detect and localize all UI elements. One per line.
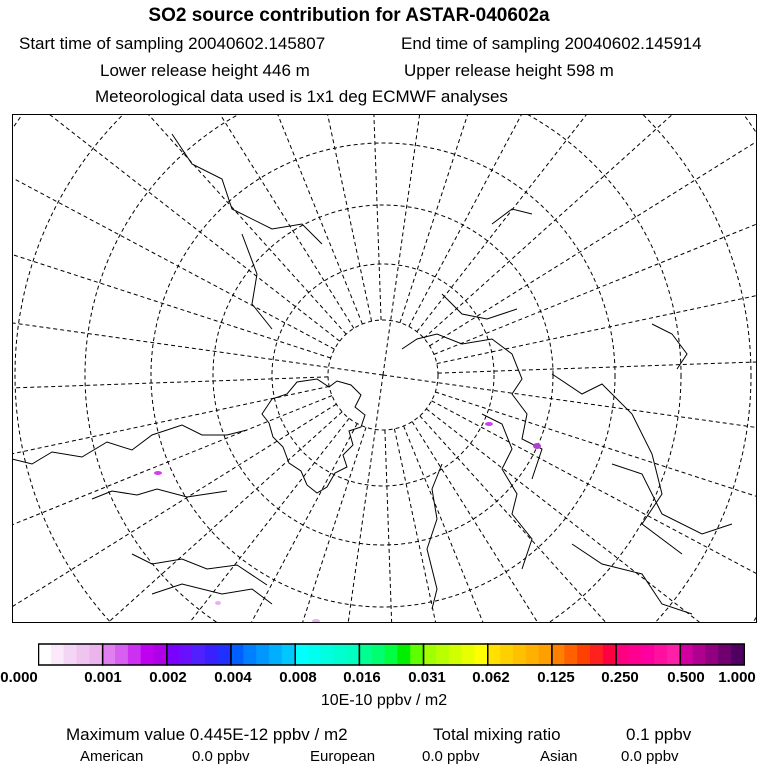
total-mixing-label: Total mixing ratio <box>433 725 561 744</box>
meridian-line <box>383 114 420 375</box>
region-asian-value: 0.0 ppbv <box>621 748 679 765</box>
coastline-greenland <box>262 379 365 493</box>
meridian-line <box>417 114 587 332</box>
colorbar-swatch <box>436 644 449 665</box>
meridian-line <box>374 114 381 320</box>
region-european-name: European <box>310 748 376 765</box>
meridian-line <box>409 114 522 326</box>
meridian-line <box>220 114 354 328</box>
colorbar-swatch <box>449 644 462 665</box>
colorbar-tick-label: 0.008 <box>279 669 317 686</box>
colorbar-swatch <box>192 644 205 665</box>
meridian-line <box>302 427 366 623</box>
colorbar-swatch <box>102 644 115 665</box>
region-american-value: 0.0 ppbv <box>192 748 250 765</box>
upper-release-label: Upper release height 598 m <box>404 61 614 80</box>
lower-release-label: Lower release height 446 m <box>100 61 310 80</box>
colorbar-swatch <box>667 644 680 665</box>
colorbar-unit: 10E-10 ppbv / m2 <box>320 692 448 709</box>
graticule <box>12 114 757 623</box>
meridian-line <box>438 362 757 373</box>
colorbar-swatch <box>654 644 667 665</box>
plume-spots <box>154 422 541 623</box>
coastline-scandinavia <box>427 414 532 609</box>
colorbar-swatch <box>718 644 731 665</box>
colorbar-swatch <box>551 644 564 665</box>
plume-spot <box>485 422 493 426</box>
map-frame <box>13 115 757 623</box>
meridian-line <box>400 114 468 323</box>
meridian-line <box>385 430 392 623</box>
colorbar-swatch <box>166 644 179 665</box>
colorbar-tick-label: 0.002 <box>149 669 187 686</box>
colorbar-swatch <box>705 644 718 665</box>
colorbar-swatch <box>346 644 359 665</box>
meridian-line <box>420 416 606 623</box>
colorbar-swatch <box>526 644 539 665</box>
meridian-line <box>348 375 383 623</box>
colorbar-swatch <box>385 644 398 665</box>
colorbar-swatch <box>641 644 654 665</box>
met-data-label: Meteorological data used is 1x1 deg ECMWF analyses <box>95 87 508 106</box>
colorbar-swatch <box>51 644 64 665</box>
colorbar-swatch <box>89 644 102 665</box>
plume-spot <box>533 443 541 449</box>
meridian-line <box>426 409 700 623</box>
title-text: SO2 source contribution for ASTAR-040602a <box>148 5 550 26</box>
colorbar-swatch <box>423 644 436 665</box>
meridian-line <box>432 401 757 574</box>
colorbar-swatch <box>295 644 308 665</box>
latitude-circle <box>14 117 756 621</box>
max-value-label: Maximum value 0.445E-12 ppbv / m2 <box>66 725 348 744</box>
coastlines <box>12 134 732 614</box>
meridian-line <box>12 323 383 375</box>
plume-spot <box>215 601 221 605</box>
meridian-line <box>434 224 757 355</box>
colorbar-swatch <box>308 644 321 665</box>
meridian-line <box>12 404 336 607</box>
colorbar-swatch <box>513 644 526 665</box>
start-time-label: Start time of sampling 20040602.145807 <box>19 34 326 53</box>
colorbar-swatch <box>77 644 90 665</box>
meridian-line <box>435 392 757 497</box>
coastline-canada <box>12 425 272 604</box>
meridian-line <box>12 377 328 388</box>
colorbar-swatch <box>243 644 256 665</box>
region-asian-name: Asian <box>540 748 578 765</box>
region-american-name: American <box>80 748 144 765</box>
end-time-label: End time of sampling 20040602.145914 <box>401 34 702 53</box>
colorbar-tick-label: 0.500 <box>667 669 705 686</box>
colorbar-swatch <box>487 644 500 665</box>
colorbar-swatch <box>603 644 616 665</box>
colorbar-swatch <box>693 644 706 665</box>
colorbar-swatch <box>128 644 141 665</box>
colorbar-swatch <box>218 644 231 665</box>
meridian-line <box>404 426 484 623</box>
meridian-line <box>12 254 331 358</box>
colorbar-swatch <box>333 644 346 665</box>
colorbar-swatch <box>539 644 552 665</box>
colorbar-tick-label: 0.016 <box>343 669 381 686</box>
colorbar-swatch <box>590 644 603 665</box>
colorbar-tick-label: 0.250 <box>601 669 639 686</box>
colorbar-swatch <box>115 644 128 665</box>
colorbar-swatch <box>410 644 423 665</box>
colorbar-tick-label: 0.125 <box>537 669 575 686</box>
colorbar-swatch <box>628 644 641 665</box>
colorbar-swatch <box>680 644 693 665</box>
colorbar-tick-label: 0.000 <box>0 669 38 686</box>
colorbar-swatch <box>154 644 167 665</box>
meridian-line <box>12 396 332 525</box>
colorbar-swatch <box>564 644 577 665</box>
meridian-line <box>437 296 757 364</box>
colorbar-swatch <box>205 644 218 665</box>
colorbar-swatch <box>462 644 475 665</box>
colorbar-tick-label: 1.000 <box>718 669 756 686</box>
meridian-line <box>394 429 435 623</box>
colorbar-swatch <box>372 644 385 665</box>
meridian-line <box>424 114 673 338</box>
colorbar-swatch <box>577 644 590 665</box>
colorbar-swatch <box>64 644 77 665</box>
colorbar-swatch <box>179 644 192 665</box>
colorbar-tick-label: 0.004 <box>214 669 252 686</box>
colorbar-swatch <box>616 644 629 665</box>
region-european-value: 0.0 ppbv <box>422 748 480 765</box>
colorbar-swatch <box>256 644 269 665</box>
colorbar-swatch <box>231 644 244 665</box>
colorbar-swatch <box>320 644 333 665</box>
meridian-line <box>12 178 334 349</box>
colorbar-swatch <box>38 644 51 665</box>
colorbar <box>38 643 745 666</box>
colorbar-swatch <box>269 644 282 665</box>
latitude-circle <box>85 114 681 622</box>
colorbar-tick-label: 0.001 <box>84 669 122 686</box>
coastline-alaska <box>172 134 322 329</box>
plume-spot <box>154 471 162 475</box>
colorbar-swatch <box>141 644 154 665</box>
colorbar-swatch <box>359 644 372 665</box>
coastline-asia-east <box>572 324 732 614</box>
colorbar-swatch <box>500 644 513 665</box>
meridian-line <box>148 114 346 334</box>
colorbar-swatch <box>282 644 295 665</box>
colorbar-swatch <box>397 644 410 665</box>
colorbar-swatch <box>731 644 744 665</box>
polar-map <box>12 114 757 623</box>
total-mixing-value: 0.1 ppbv <box>626 725 692 744</box>
meridian-line <box>383 375 757 428</box>
colorbar-swatch <box>474 644 487 665</box>
colorbar-tick-label: 0.062 <box>472 669 510 686</box>
colorbar-tick-label: 0.031 <box>408 669 446 686</box>
coastline-siberia <box>402 209 682 554</box>
plot-title <box>0 5 768 27</box>
